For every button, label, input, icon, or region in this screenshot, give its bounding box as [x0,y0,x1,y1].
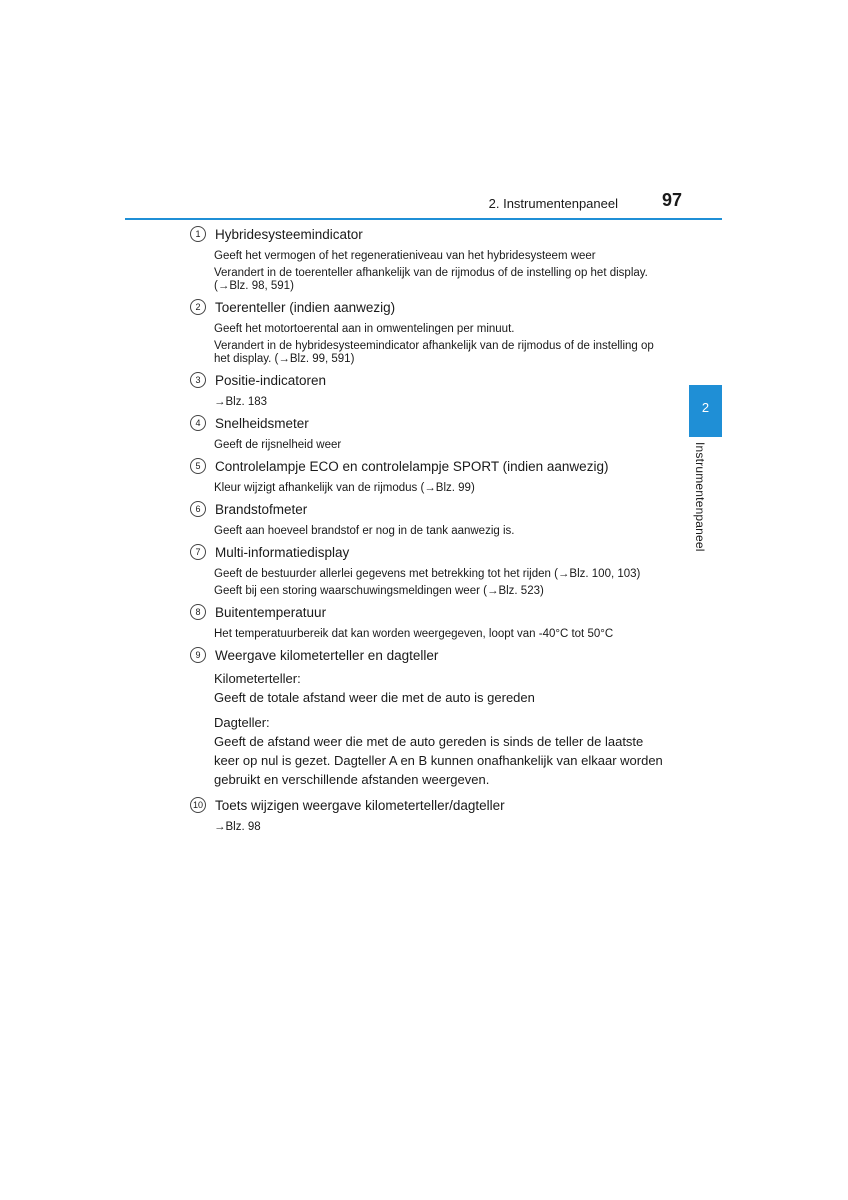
item-description [214,568,670,598]
list-item [190,542,670,598]
item-description [214,439,670,452]
item-heading [190,413,670,433]
item-description [214,250,670,293]
section-title: 2. Instrumentenpaneel [488,196,618,211]
item-title: Positie-indicatoren [215,372,327,388]
page-number: 97 [661,190,682,210]
description-line: Geeft de bestuurder allerlei gegevens met betrekking tot het rijden (→Blz. 100, 103) [214,568,641,580]
item-number-badge: 2 [190,299,206,315]
list-item [190,224,670,293]
list-item [190,499,670,538]
item-description [214,323,670,366]
description-line: →Blz. 183 [214,396,268,408]
description-line: Verandert in de toerenteller afhankelijk van de rijmodus of de instelling op het display. (→Blz. 98, 591) [214,267,648,292]
item-number-badge: 7 [190,544,206,560]
list-item [190,297,670,366]
description-line: Verandert in de hybridesysteemindicator afhankelijk van de rijmodus of de instelling op het display. (→Blz. 99, 591) [214,340,654,365]
list-item [190,795,670,834]
item-description [214,396,670,409]
item-number-badge: 3 [190,372,206,388]
item-description [214,669,670,789]
list-item [190,370,670,409]
item-number-badge: 10 [190,797,206,813]
item-title: Snelheidsmeter [215,415,309,431]
item-description [214,821,670,834]
description-line: Kleur wijzigt afhankelijk van de rijmodus (→Blz. 99) [214,482,475,494]
item-title: Controlelampje ECO en controlelampje SPORT (indien aanwezig) [215,458,609,474]
item-number-badge: 9 [190,647,206,663]
item-number-badge: 6 [190,501,206,517]
item-number-badge: 5 [190,458,206,474]
description-line: Geeft de rijsnelheid weer [214,439,342,451]
item-heading [190,224,670,244]
item-list [190,224,670,838]
chapter-tab-label: Instrumentenpaneel [693,442,707,552]
description-line: Geeft het motortoerental aan in omwentelingen per minuut. [214,323,515,335]
item-title: Brandstofmeter [215,501,308,517]
item-description [214,525,670,538]
item-heading [190,645,670,665]
item-title: Weergave kilometerteller en dagteller [215,647,439,663]
list-item [190,645,670,789]
item-number-badge: 8 [190,604,206,620]
description-line: Het temperatuurbereik dat kan worden weergegeven, loopt van -40°C tot 50°C [214,628,614,640]
list-item [190,602,670,641]
description-line: Dagteller: Geeft de afstand weer die met de auto gereden is sinds de teller de laatste keer op nul is gezet. Dagteller A en B kunnen onafhankelijk van elkaar worden gebruikt en verschillende afstanden weergeven. [214,715,663,787]
item-title: Toets wijzigen weergave kilometerteller/dagteller [215,797,505,813]
list-item [190,456,670,495]
list-item [190,413,670,452]
item-description [214,482,670,495]
page-header [125,190,722,220]
item-heading [190,456,670,476]
item-number-badge: 1 [190,226,206,242]
item-heading [190,499,670,519]
item-heading [190,297,670,317]
description-line: Geeft aan hoeveel brandstof er nog in de tank aanwezig is. [214,525,515,537]
item-heading [190,542,670,562]
description-line: Geeft het vermogen of het regeneratieniveau van het hybridesysteem weer [214,250,596,262]
description-line: →Blz. 98 [214,821,261,833]
item-number-badge: 4 [190,415,206,431]
item-heading [190,795,670,815]
item-title: Multi-informatiedisplay [215,544,350,560]
description-line: Geeft bij een storing waarschuwingsmeldingen weer (→Blz. 523) [214,585,544,597]
item-title: Buitentemperatuur [215,604,327,620]
item-description [214,628,670,641]
item-heading [190,370,670,390]
chapter-tab: 2 [689,385,722,437]
item-heading [190,602,670,622]
item-title: Toerenteller (indien aanwezig) [215,299,396,315]
description-line: Kilometerteller: Geeft de totale afstand weer die met de auto is gereden [214,671,535,705]
item-title: Hybridesysteemindicator [215,226,363,242]
